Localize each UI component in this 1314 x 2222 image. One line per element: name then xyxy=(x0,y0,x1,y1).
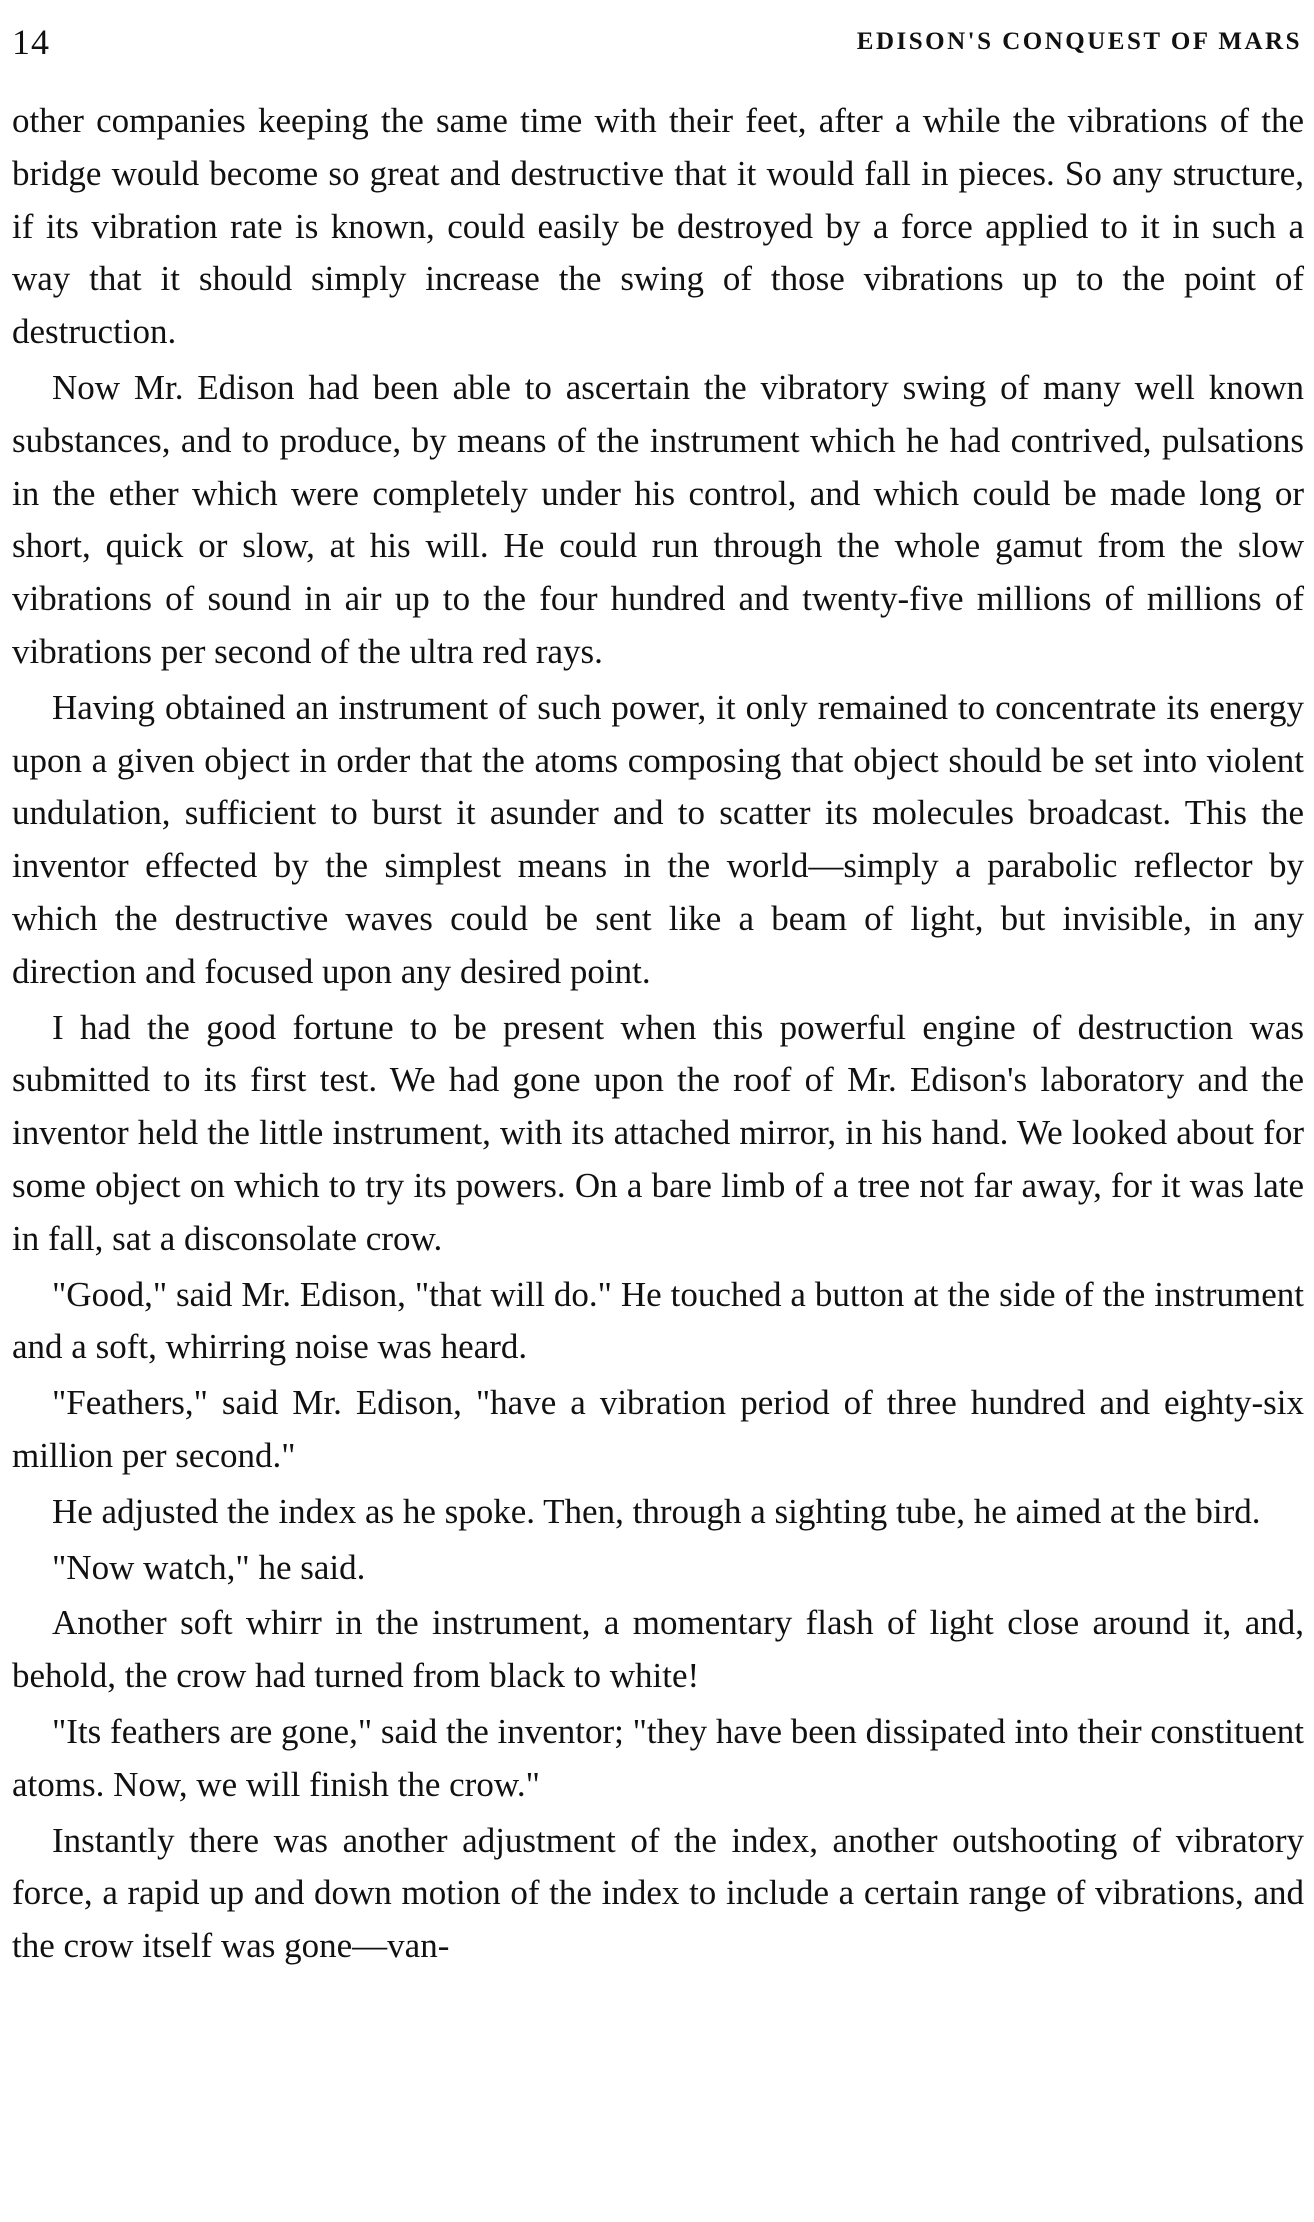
paragraph-edison-instrument: Now Mr. Edison had been able to ascertain the vibratory swing of many well known substances, and to produce, by means of the instrument which he had contrived, pulsations in the ether which were completely under his control, and which could be made long or short, quick or slow, at his will. He could run through the whole gamut from the slow vibrations of sound in air up to the four hundred and twenty-five millions of millions of vibrations per second of the ultra red rays. xyxy=(12,367,1304,671)
paragraph-crow-vanished: Instantly there was another adjustment of the index, another outshooting of vibratory force, a rapid up and down motion of the index to include a certain range of vibrations, and the crow itself was gone—van- xyxy=(12,1820,1304,1966)
paragraph-adjusted-index: He adjusted the index as he spoke. Then, through a sighting tube, he aimed at the bird. xyxy=(52,1491,1261,1531)
paragraph-first-test: I had the good fortune to be present when this powerful engine of destruction was submitted to its first test. We had gone upon the roof of Mr. Edison's laboratory and the inventor held the little instrument, with its attached mirror, in his hand. We looked about for some object on which to try its powers. On a bare limb of a tree not far away, for it was late in fall, sat a disconsolate crow. xyxy=(12,1007,1304,1258)
paragraph-now-watch: "Now watch," he said. xyxy=(52,1547,366,1587)
paragraph-feathers: "Feathers," said Mr. Edison, "have a vibration period of three hundred and eighty-six million per second." xyxy=(12,1383,1304,1475)
page-number: 14 xyxy=(12,22,50,62)
paragraph-feathers-gone: "Its feathers are gone," said the inventor; "they have been dissipated into their constituent atoms. Now, we will finish the crow." xyxy=(12,1711,1304,1804)
paragraph-continued: other companies keeping the same time with their feet, after a while the vibrations of the bridge would become so great and destructive that it would fall in pieces. So any structure, if its vibration rate is known, could easily be destroyed by a force applied to it in such a way that it should simply increase the swing of those vibrations up to the point of destruction. xyxy=(12,101,1304,352)
paragraph-parabolic-reflector: Having obtained an instrument of such power, it only remained to concentrate its energy upon a given object in order that the atoms composing that object should be set into violent undulation, sufficient to burst it asunder and to scatter its molecules broadcast. This the inventor effected by the simplest means in the world—simply a parabolic reflector by which the destructive waves could be sent like a beam of light, but invisible, in any direction and focused upon any desired point. xyxy=(12,687,1304,991)
body-text xyxy=(12,95,1304,1976)
running-title: EDISON'S CONQUEST OF MARS xyxy=(856,28,1302,55)
paragraph-soft-whirr: Another soft whirr in the instrument, a momentary flash of light close around it, and, behold, the crow had turned from black to white! xyxy=(12,1603,1304,1696)
paragraph-good-said-edison: "Good," said Mr. Edison, "that will do." He touched a button at the side of the instrument and a soft, whirring noise was heard. xyxy=(12,1274,1304,1367)
running-head xyxy=(12,14,1302,70)
